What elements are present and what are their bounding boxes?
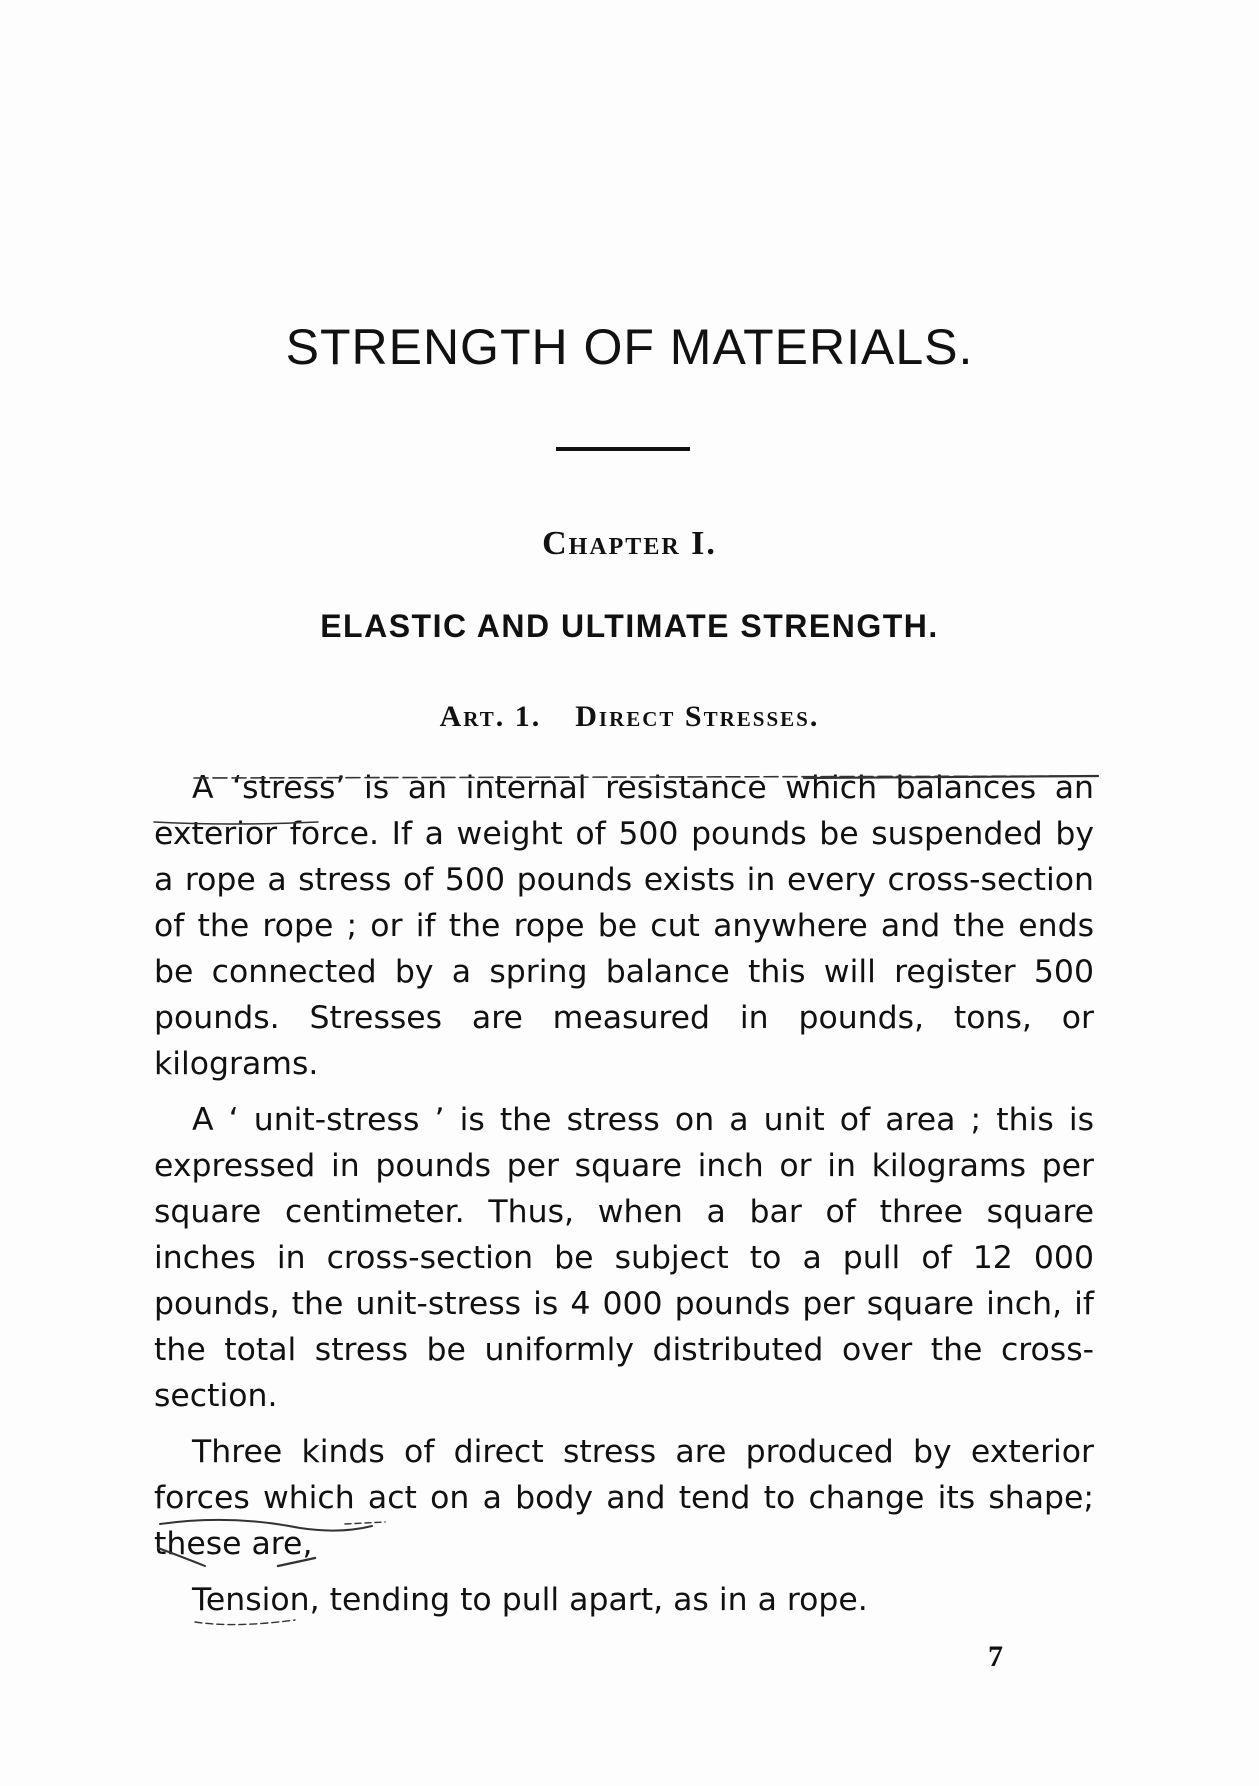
running-title: STRENGTH OF MATERIALS. <box>285 319 974 375</box>
body-text <box>154 765 1094 1623</box>
article-label: Art. 1. <box>439 700 542 733</box>
page-number: 7 <box>988 1640 1003 1673</box>
chapter-numeral: I. <box>691 525 717 562</box>
chapter-heading <box>0 525 1259 563</box>
title-divider <box>556 447 690 451</box>
paragraph-stress-definition: A ‘stress’ is an internal resistance which balances an exterior force. If a weight of 500 pounds be suspended by a rope a stress of 500 pounds exists in every cross-section of the rope ; or if the rope be cut anywhere and the ends be connected by a spring balance this will register 500 pounds. Stresses are measured in pounds, tons, or kilograms. <box>154 770 1094 1082</box>
section-title: ELASTIC AND ULTIMATE STRENGTH. <box>320 608 939 644</box>
chapter-label: Chapter <box>542 525 681 562</box>
article-title: Direct Stresses. <box>575 700 820 733</box>
paragraph-tension: Tension, tending to pull apart, as in a rope. <box>192 1582 868 1618</box>
article-heading <box>0 700 1259 734</box>
paragraph-unit-stress: A ‘ unit-stress ’ is the stress on a unit of area ; this is expressed in pounds per square inch or in kilograms per square centimeter. Thus, when a bar of three square inches in cross-section be subject to a pull of 12 000 pounds, the unit-stress is 4 000 pounds per square inch, if the total stress be uniformly distributed over the cross-section. <box>154 1102 1094 1414</box>
paragraph-kinds-of-stress: Three kinds of direct stress are produced by exterior forces which act on a body and tend to change its shape; these are, <box>154 1434 1094 1562</box>
